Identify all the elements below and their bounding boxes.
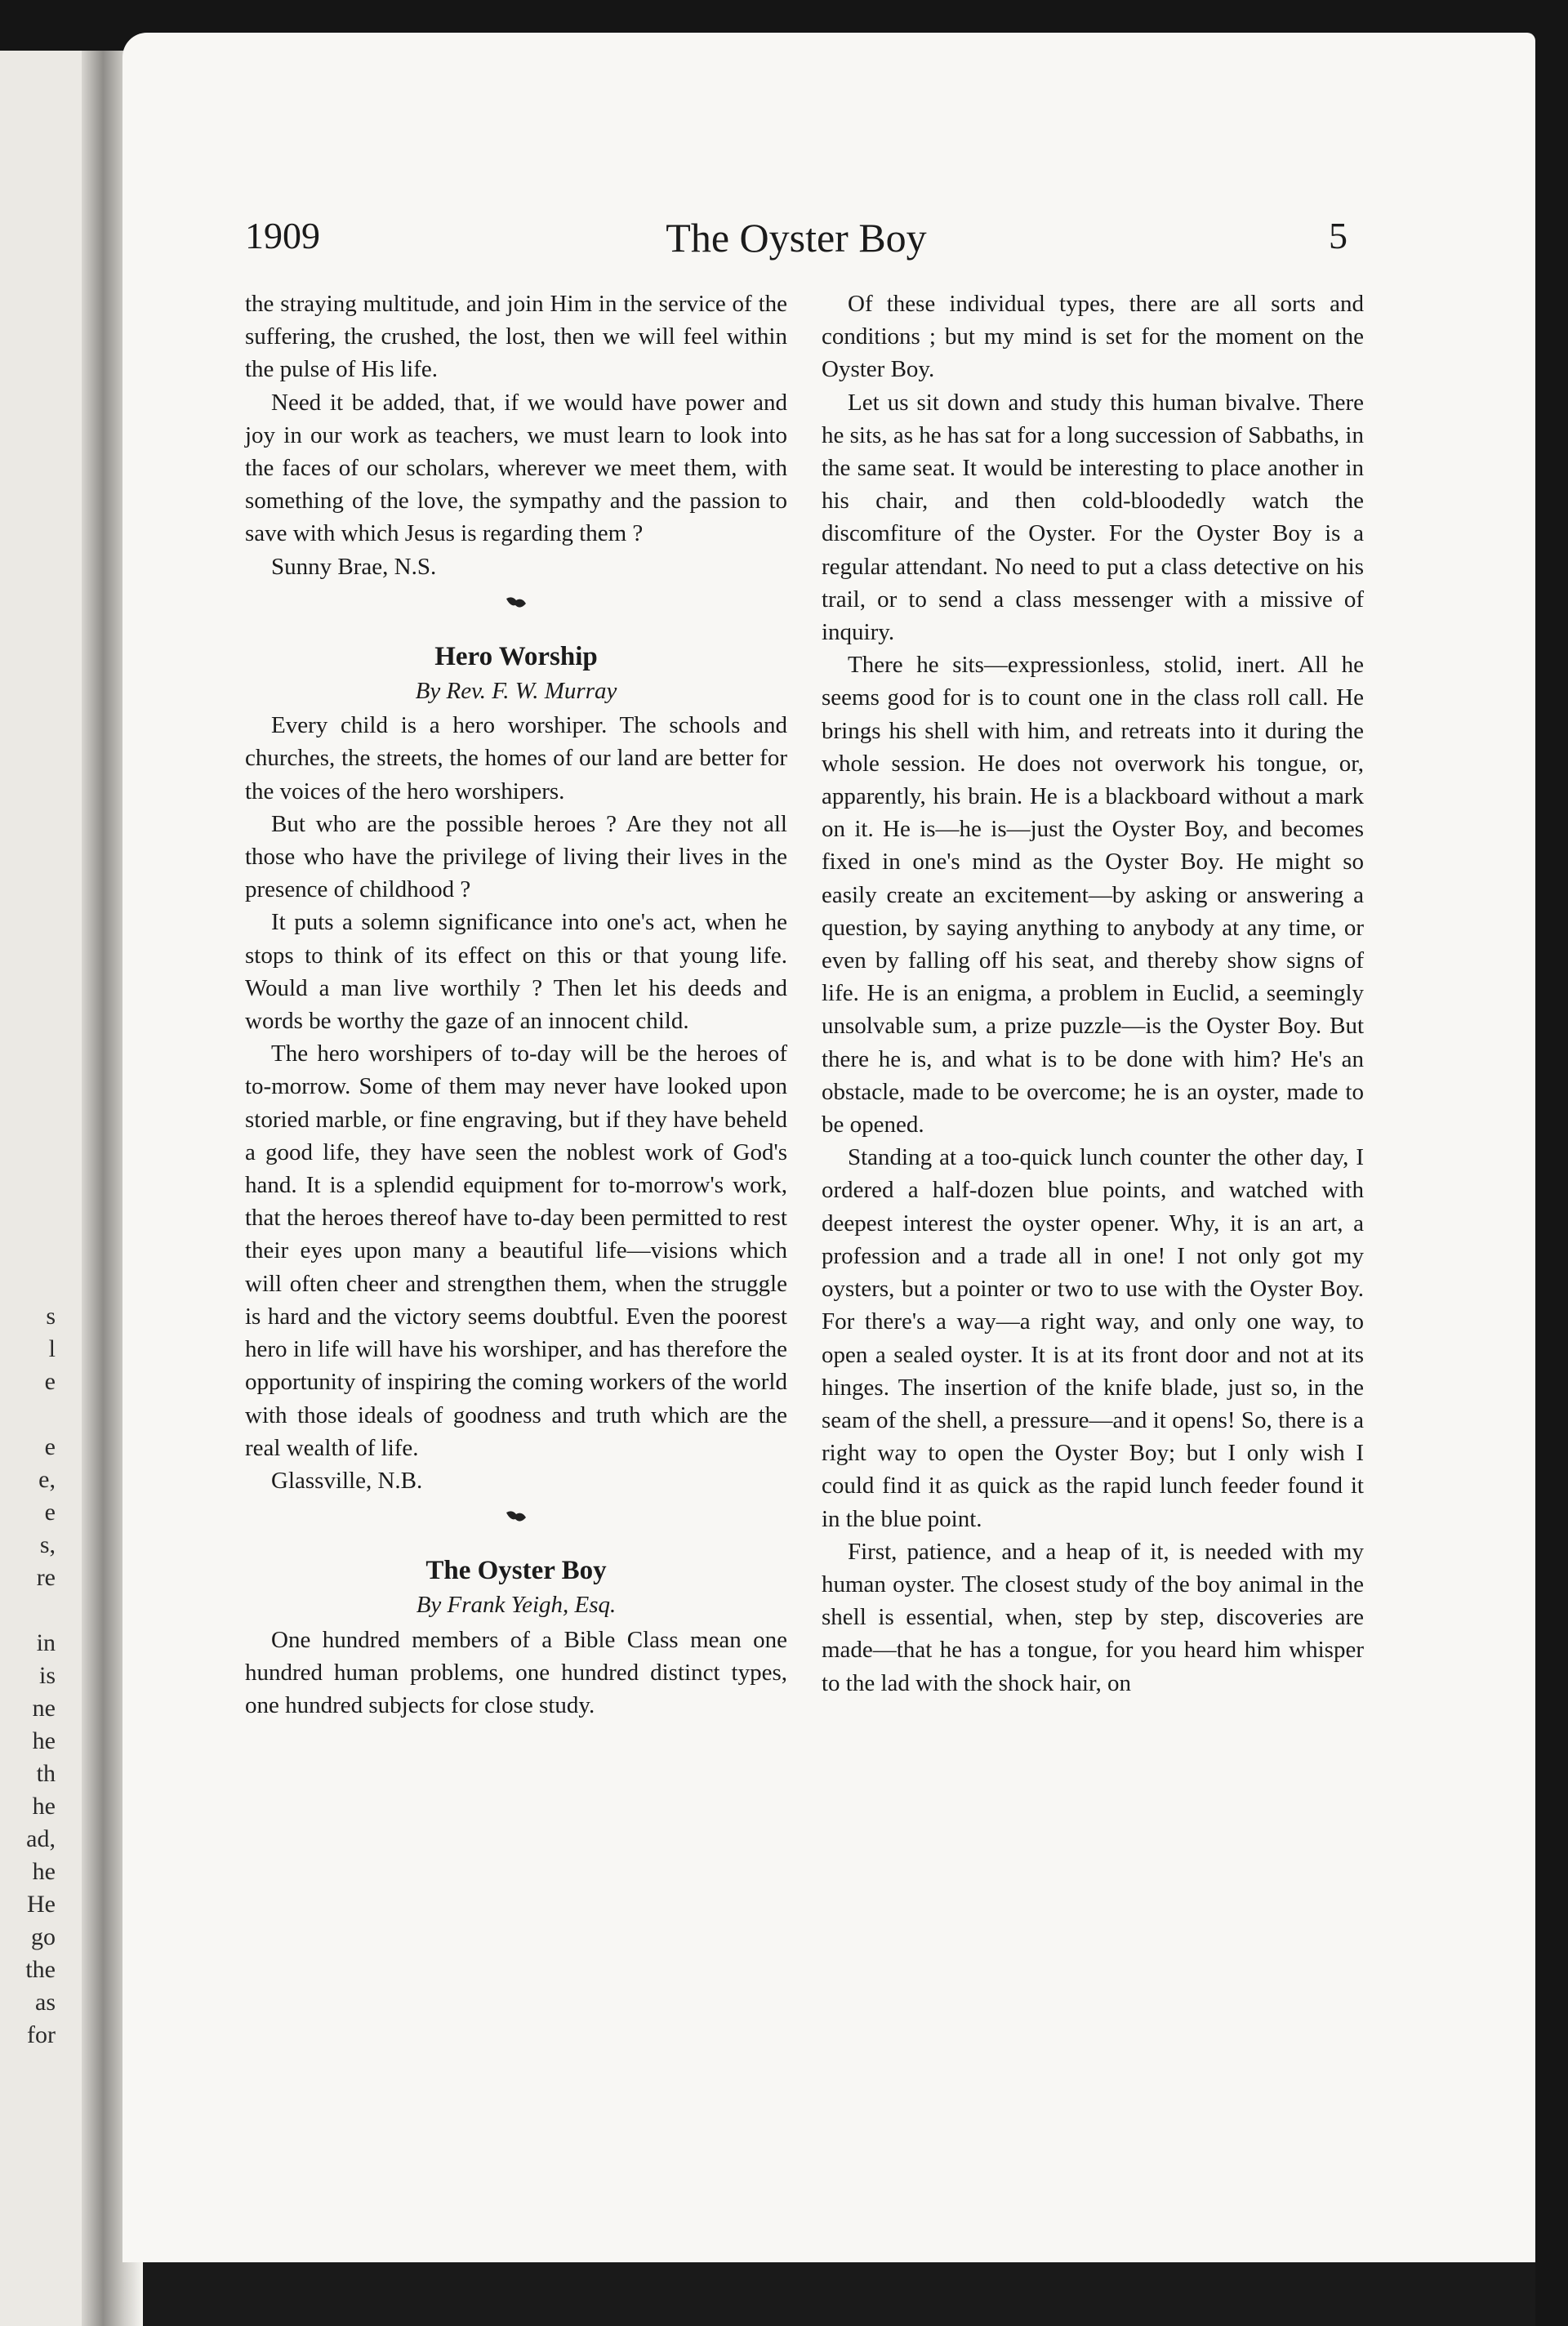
- bleed-line: the: [25, 1956, 56, 1983]
- running-head: [245, 214, 1348, 271]
- place-signature: Glassville, N.B.: [271, 1467, 423, 1494]
- scan-right-border: [1535, 33, 1568, 2326]
- bleed-line: he: [32, 1793, 56, 1820]
- bleed-line: [7, 1398, 56, 1431]
- bleed-line: he: [32, 1858, 56, 1885]
- paragraph: Let us sit down and study this human bivalve. There he sits, as he has sat for a long succession of Sabbaths, in the same seat. It would be interesting to place another in his chair, and then cold-bloodedly watch the discomfiture of the Oyster. For the Oyster Boy is a regular attendant. No need to put a class detective on his trail, or to send a class messenger with a missive of inquiry.: [822, 389, 1364, 646]
- bleed-line: l: [48, 1335, 56, 1362]
- bleed-line: ne: [32, 1695, 56, 1722]
- right-column: [822, 287, 1364, 1700]
- bleed-line: th: [36, 1760, 56, 1787]
- paragraph: One hundred members of a Bible Class mean one hundred human problems, one hundred distinct types, one hundred subjects for close study.: [245, 1626, 787, 1718]
- running-head-year: 1909: [245, 215, 320, 256]
- paragraph: Standing at a too-quick lunch counter the other day, I ordered a half-dozen blue points, and watched with deepest interest the oyster opener. Why, it is an art, a profession and a trade all in one! I not only got my oysters, but a pointer or two to use with the Oyster Boy. For there's a way—a right way, and only one way, to open a sealed oyster. It is at its front door and not at its hinges. The insertion of the knife blade, just so, in the seam of the shell, a pressure—and it opens! So, there is a right way to open the Oyster Boy; but I only wish I could find it as quick as the rapid lunch feeder found it in the blue point.: [822, 1144, 1364, 1532]
- bleed-line: s,: [39, 1531, 56, 1558]
- paragraph: First, patience, and a heap of it, is needed with my human oyster. The closest study of the boy animal in the shell is essential, when, step by step, discoveries are made—that he has a tongue, for you heard him whisper to the lad with the shock hair, on: [822, 1538, 1364, 1696]
- place-signature: Sunny Brae, N.S.: [271, 553, 437, 580]
- bleed-line: go: [31, 1923, 56, 1950]
- bleed-line: e: [44, 1368, 56, 1395]
- page-number: 5: [1329, 215, 1348, 256]
- running-head-title: The Oyster Boy: [666, 215, 927, 261]
- bleed-line: re: [36, 1564, 56, 1591]
- paragraph: Need it be added, that, if we would have power and joy in our work as teachers, we must learn to look into the faces of our scholars, wherever we meet them, with something of the love, the sympathy and the passion to save with which Jesus is regarding them ?: [245, 389, 787, 547]
- section-ornament: [245, 588, 787, 622]
- bleed-line: he: [32, 1727, 56, 1754]
- leaf-ornament-icon: [504, 594, 528, 612]
- bleed-line: for: [27, 2021, 56, 2048]
- left-column: [245, 287, 787, 1722]
- facing-page-text-bleed: [7, 1300, 56, 2052]
- bleed-line: e: [44, 1499, 56, 1526]
- paragraph: It puts a solemn significance into one's act, when he stops to think of its effect on this or that young life. Would a man live worthily ? Then let his deeds and words be worthy the gaze of an innocent child.: [245, 909, 787, 1035]
- paragraph: the straying multitude, and join Him in the service of the suffering, the crushed, the lost, then we will feel within the pulse of His life.: [245, 291, 787, 383]
- byline: By Rev. F. W. Murray: [415, 678, 617, 705]
- paragraph: There he sits—expressionless, stolid, inert. All he seems good for is to count one in the class roll call. He brings his shell with him, and retreats into it during the whole session. He does not overwork his tongue, or, apparently, his brain. He is a blackboard without a mark on it. He is—he is—just the Oyster Boy, and becomes fixed in one's mind as the Oyster Boy. He might so easily create an excitement—by asking or answering a question, by saying anything to anybody at any time, or even by falling off his seat, and thereby show signs of life. He is an enigma, a problem in Euclid, a seemingly unsolvable sum, a prize puzzle—is the Oyster Boy. But there he is, and what is to be done with him? He's an obstacle, made to be overcome; he is an oyster, made to be opened.: [822, 652, 1364, 1138]
- bleed-line: is: [38, 1662, 56, 1689]
- bleed-line: ad,: [26, 1825, 56, 1852]
- bleed-line: [7, 1594, 56, 1627]
- bleed-line: s: [46, 1303, 56, 1330]
- bleed-line: He: [27, 1891, 56, 1918]
- article-title-hero-worship: Hero Worship: [434, 641, 598, 671]
- byline: By Frank Yeigh, Esq.: [416, 1592, 617, 1619]
- paragraph: Of these individual types, there are all sorts and conditions ; but my mind is set for the moment on the Oyster Boy.: [822, 291, 1364, 383]
- bleed-line: e: [44, 1433, 56, 1460]
- leaf-ornament-icon: [504, 1508, 528, 1526]
- bleed-line: e,: [38, 1466, 56, 1493]
- section-ornament: [245, 1502, 787, 1536]
- paragraph: Every child is a hero worshiper. The schools and churches, the streets, the homes of our land are better for the voices of the hero worshipers.: [245, 712, 787, 804]
- bleed-line: in: [36, 1629, 56, 1656]
- article-title-oyster-boy: The Oyster Boy: [425, 1556, 607, 1586]
- paragraph: The hero worshipers of to-day will be the heroes of to-morrow. Some of them may never have looked upon storied marble, or fine engraving, but if they have beheld a good life, they have seen the noblest work of God's hand. It is a splendid equipment for to-morrow's work, that the heroes thereof have to-day been permitted to rest their eyes upon many a beautiful life—visions which will often cheer and strengthen them, when the struggle is hard and the victory seems doubtful. Even the poorest hero in life will have his worshiper, and has therefore the opportunity of inspiring the coming workers of the world with those ideals of goodness and truth which are the real wealth of life.: [245, 1040, 787, 1461]
- bleed-line: as: [35, 1989, 56, 2016]
- paragraph: But who are the possible heroes ? Are they not all those who have the privilege of living their lives in the presence of childhood ?: [245, 810, 787, 903]
